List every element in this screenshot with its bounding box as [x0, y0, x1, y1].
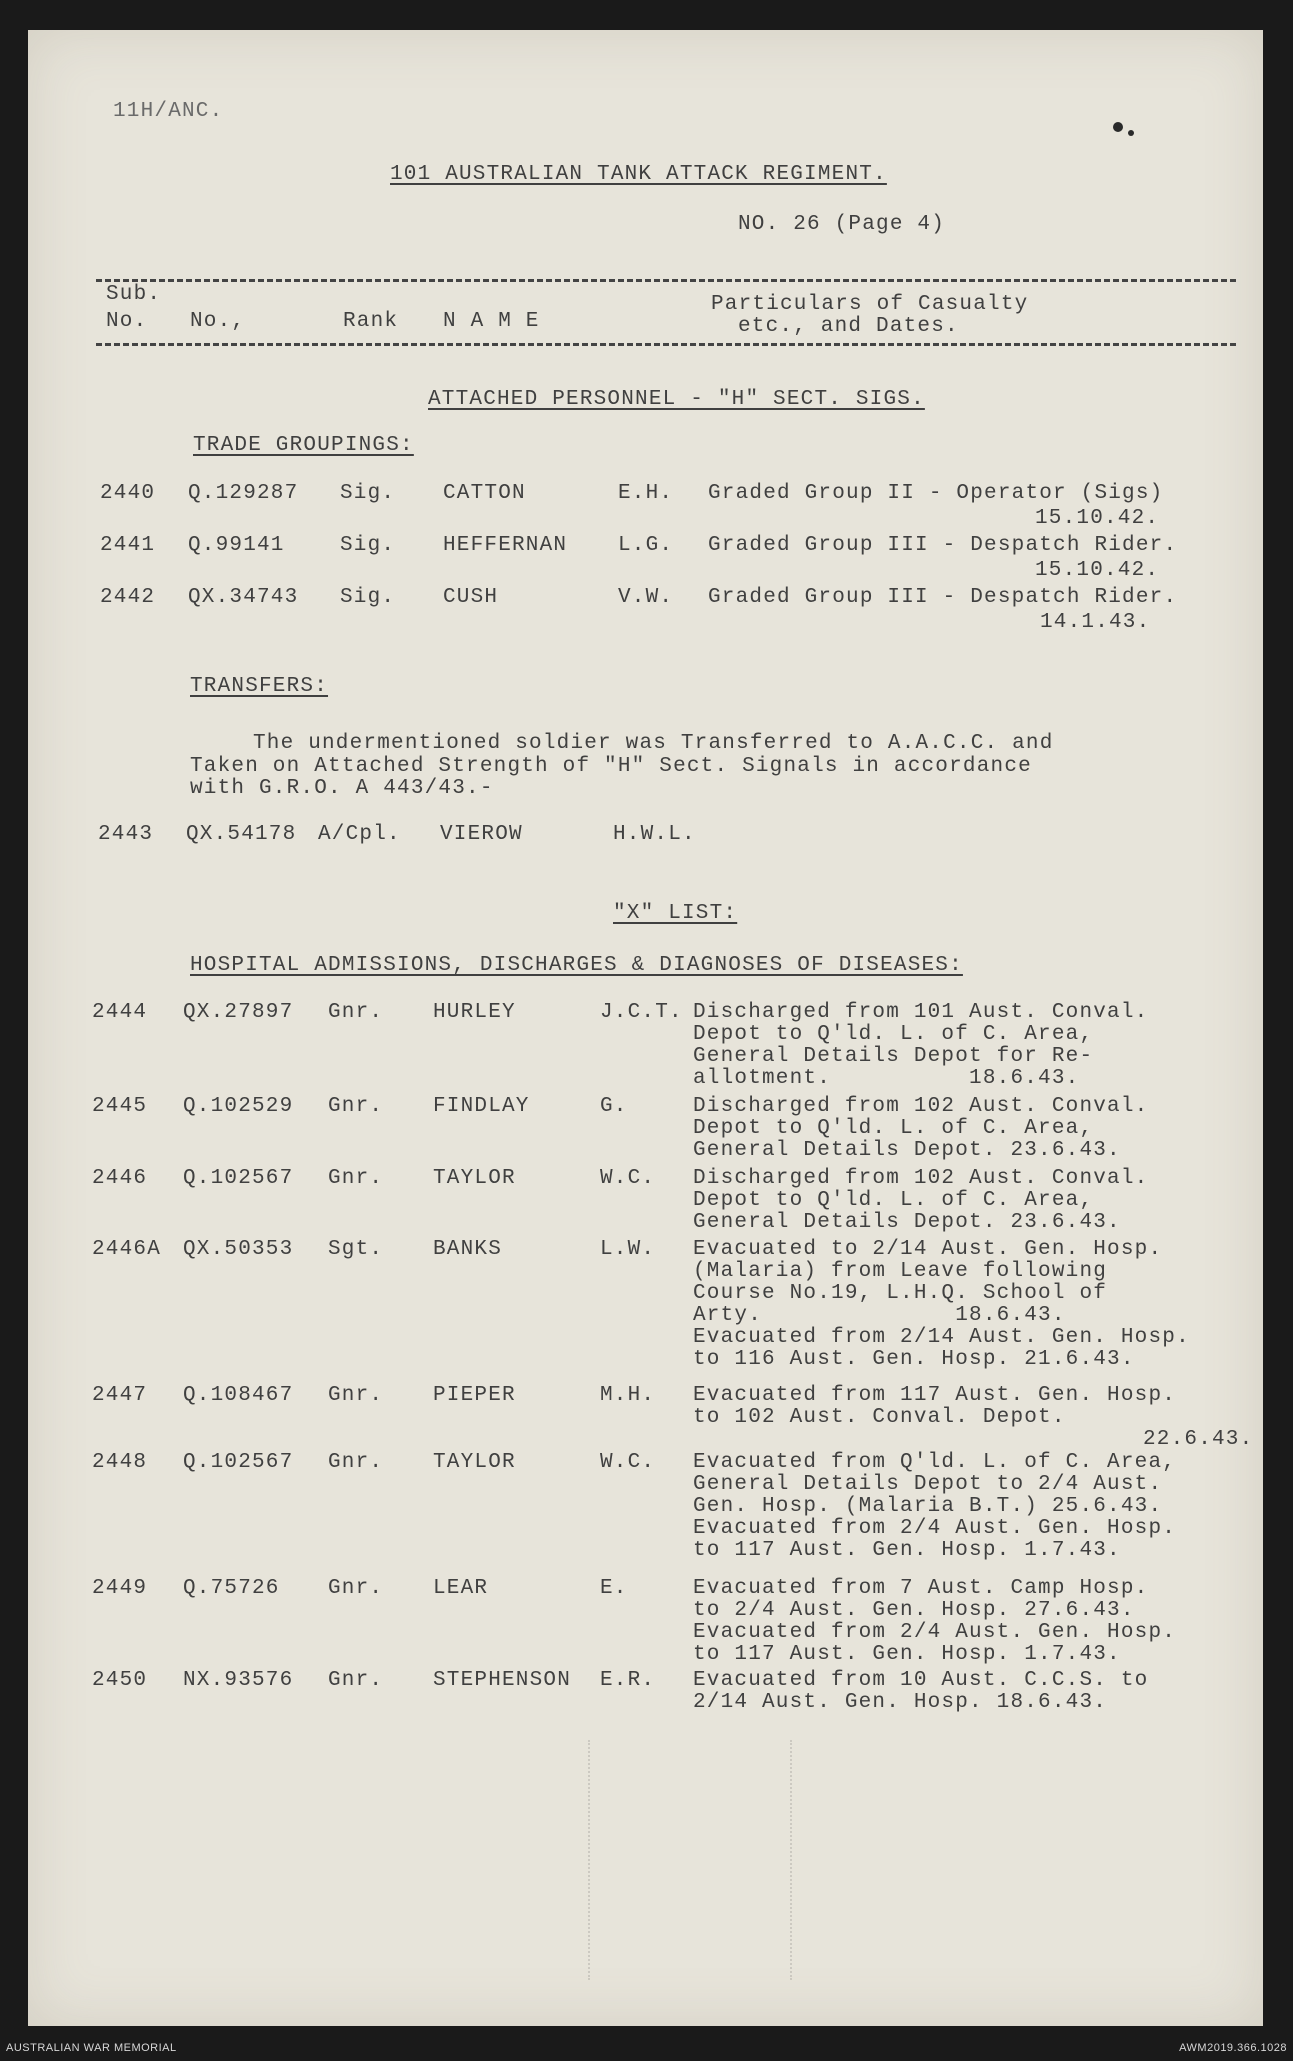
rank: A/Cpl. — [318, 823, 401, 846]
particulars-line: Depot to Q'ld. L. of C. Area, — [693, 1117, 1094, 1140]
header-rule-bottom — [96, 343, 1236, 346]
col-particulars-1: Particulars of Casualty — [711, 293, 1029, 316]
file-reference: 11H/ANC. — [113, 100, 224, 123]
col-rank: Rank — [343, 310, 399, 333]
surname: FINDLAY — [433, 1095, 530, 1118]
particulars-line: General Details Depot. 23.6.43. — [693, 1211, 1121, 1234]
rank: Gnr. — [328, 1095, 384, 1118]
initials: H.W.L. — [613, 823, 696, 846]
particulars-line: 15.10.42. — [1035, 507, 1160, 530]
particulars-line: Course No.19, L.H.Q. School of — [693, 1282, 1108, 1305]
service-number: Q.102567 — [183, 1451, 294, 1474]
trade-heading: TRADE GROUPINGS: — [193, 434, 414, 457]
sub-number: 2450 — [92, 1669, 148, 1692]
sub-number: 2440 — [100, 482, 156, 505]
rank: Sig. — [340, 482, 396, 505]
particulars-line: Evacuated from 2/4 Aust. Gen. Hosp. — [693, 1621, 1177, 1644]
surname: HURLEY — [433, 1001, 516, 1024]
col-name: N A M E — [443, 310, 540, 333]
particulars-line: to 102 Aust. Conval. Depot. — [693, 1406, 1066, 1429]
service-number: NX.93576 — [183, 1669, 294, 1692]
attached-heading: ATTACHED PERSONNEL - "H" SECT. SIGS. — [428, 388, 925, 411]
surname: VIEROW — [440, 823, 523, 846]
particulars-line: Evacuated from 10 Aust. C.C.S. to — [693, 1669, 1149, 1692]
rank: Gnr. — [328, 1577, 384, 1600]
particulars-line: Discharged from 102 Aust. Conval. — [693, 1095, 1149, 1118]
initials: V.W. — [618, 586, 674, 609]
initials: M.H. — [600, 1384, 656, 1407]
sub-number: 2441 — [100, 534, 156, 557]
particulars-line: Evacuated from 2/4 Aust. Gen. Hosp. — [693, 1517, 1177, 1540]
particulars-line: 15.10.42. — [1035, 559, 1160, 582]
sub-number: 2447 — [92, 1384, 148, 1407]
surname: BANKS — [433, 1238, 503, 1261]
rank: Sgt. — [328, 1238, 384, 1261]
particulars-line: allotment. 18.6.43. — [693, 1067, 1080, 1090]
footer-accession: AWM2019.366.1028 — [1179, 2042, 1287, 2054]
ink-blot — [1113, 122, 1123, 132]
particulars-line: Evacuated from 2/14 Aust. Gen. Hosp. — [693, 1326, 1190, 1349]
sub-number: 2444 — [92, 1001, 148, 1024]
col-sub-2: No. — [106, 310, 148, 333]
particulars-line: General Details Depot for Re- — [693, 1045, 1094, 1068]
initials: W.C. — [600, 1451, 656, 1474]
particulars-line: to 117 Aust. Gen. Hosp. 1.7.43. — [693, 1643, 1121, 1666]
initials: E.R. — [600, 1669, 656, 1692]
service-number: QX.27897 — [183, 1001, 294, 1024]
col-sub-1: Sub. — [106, 283, 162, 306]
particulars-line: to 116 Aust. Gen. Hosp. 21.6.43. — [693, 1348, 1135, 1371]
x-list-heading: "X" LIST: — [613, 902, 738, 925]
sub-number: 2446 — [92, 1167, 148, 1190]
particulars-line: Depot to Q'ld. L. of C. Area, — [693, 1023, 1094, 1046]
initials: E. — [600, 1577, 628, 1600]
particulars-line: General Details Depot to 2/4 Aust. — [693, 1473, 1163, 1496]
sub-number: 2442 — [100, 586, 156, 609]
initials: J.C.T. — [600, 1001, 683, 1024]
initials: W.C. — [600, 1167, 656, 1190]
rank: Gnr. — [328, 1167, 384, 1190]
header-rule-top — [96, 279, 1236, 282]
document-number: NO. 26 (Page 4) — [738, 213, 946, 236]
particulars-line: to 117 Aust. Gen. Hosp. 1.7.43. — [693, 1539, 1121, 1562]
particulars-line: Gen. Hosp. (Malaria B.T.) 25.6.43. — [693, 1495, 1163, 1518]
rank: Gnr. — [328, 1451, 384, 1474]
particulars-line: Evacuated to 2/14 Aust. Gen. Hosp. — [693, 1238, 1163, 1261]
particulars-line: Discharged from 102 Aust. Conval. — [693, 1167, 1149, 1190]
surname: HEFFERNAN — [443, 534, 568, 557]
sub-number: 2448 — [92, 1451, 148, 1474]
service-number: Q.102567 — [183, 1167, 294, 1190]
particulars-line: Discharged from 101 Aust. Conval. — [693, 1001, 1149, 1024]
col-no: No., — [190, 310, 246, 333]
service-number: QX.54178 — [186, 823, 297, 846]
initials: L.G. — [618, 534, 674, 557]
rank: Gnr. — [328, 1384, 384, 1407]
service-number: QX.50353 — [183, 1238, 294, 1261]
particulars-line: Graded Group II - Operator (Sigs) — [708, 482, 1164, 505]
particulars-line: 2/14 Aust. Gen. Hosp. 18.6.43. — [693, 1691, 1108, 1714]
transfers-text: Taken on Attached Strength of "H" Sect. Signals in accordance — [190, 755, 1032, 778]
particulars-line: Evacuated from Q'ld. L. of C. Area, — [693, 1451, 1177, 1474]
particulars-line: to 2/4 Aust. Gen. Hosp. 27.6.43. — [693, 1599, 1135, 1622]
surname: TAYLOR — [433, 1167, 516, 1190]
ink-blot — [1128, 130, 1134, 136]
particulars-line: Depot to Q'ld. L. of C. Area, — [693, 1189, 1094, 1212]
initials: G. — [600, 1095, 628, 1118]
rank: Sig. — [340, 586, 396, 609]
particulars-line: 14.1.43. — [1040, 611, 1151, 634]
rank: Gnr. — [328, 1669, 384, 1692]
particulars-line: Evacuated from 117 Aust. Gen. Hosp. — [693, 1384, 1177, 1407]
sub-number: 2446A — [92, 1238, 162, 1261]
initials: L.W. — [600, 1238, 656, 1261]
surname: CATTON — [443, 482, 526, 505]
x-list-subheading: HOSPITAL ADMISSIONS, DISCHARGES & DIAGNOSES OF DISEASES: — [190, 954, 963, 977]
col-particulars-2: etc., and Dates. — [738, 315, 959, 338]
surname: CUSH — [443, 586, 499, 609]
service-number: QX.34743 — [188, 586, 299, 609]
particulars-line: 22.6.43. — [1143, 1428, 1254, 1451]
stamp-ghost — [588, 1740, 792, 1980]
sub-number: 2443 — [98, 823, 154, 846]
service-number: Q.75726 — [183, 1577, 280, 1600]
footer-credit: AUSTRALIAN WAR MEMORIAL — [6, 2042, 177, 2054]
transfers-heading: TRANSFERS: — [190, 675, 329, 698]
rank: Gnr. — [328, 1001, 384, 1024]
particulars-line: Graded Group III - Despatch Rider. — [708, 586, 1178, 609]
surname: TAYLOR — [433, 1451, 516, 1474]
service-number: Q.129287 — [188, 482, 299, 505]
particulars-line: Graded Group III - Despatch Rider. — [708, 534, 1178, 557]
particulars-line: (Malaria) from Leave following — [693, 1260, 1108, 1283]
transfers-text: The undermentioned soldier was Transferred to A.A.C.C. and — [253, 732, 1054, 755]
initials: E.H. — [618, 482, 674, 505]
surname: LEAR — [433, 1577, 489, 1600]
sub-number: 2445 — [92, 1095, 148, 1118]
surname: STEPHENSON — [433, 1669, 572, 1692]
service-number: Q.102529 — [183, 1095, 294, 1118]
particulars-line: Arty. 18.6.43. — [693, 1304, 1066, 1327]
document-page — [28, 30, 1263, 2026]
document-title: 101 AUSTRALIAN TANK ATTACK REGIMENT. — [390, 163, 887, 186]
service-number: Q.108467 — [183, 1384, 294, 1407]
surname: PIEPER — [433, 1384, 516, 1407]
rank: Sig. — [340, 534, 396, 557]
particulars-line: Evacuated from 7 Aust. Camp Hosp. — [693, 1577, 1149, 1600]
sub-number: 2449 — [92, 1577, 148, 1600]
transfers-text: with G.R.O. A 443/43.- — [190, 777, 494, 800]
service-number: Q.99141 — [188, 534, 285, 557]
particulars-line: General Details Depot. 23.6.43. — [693, 1139, 1121, 1162]
